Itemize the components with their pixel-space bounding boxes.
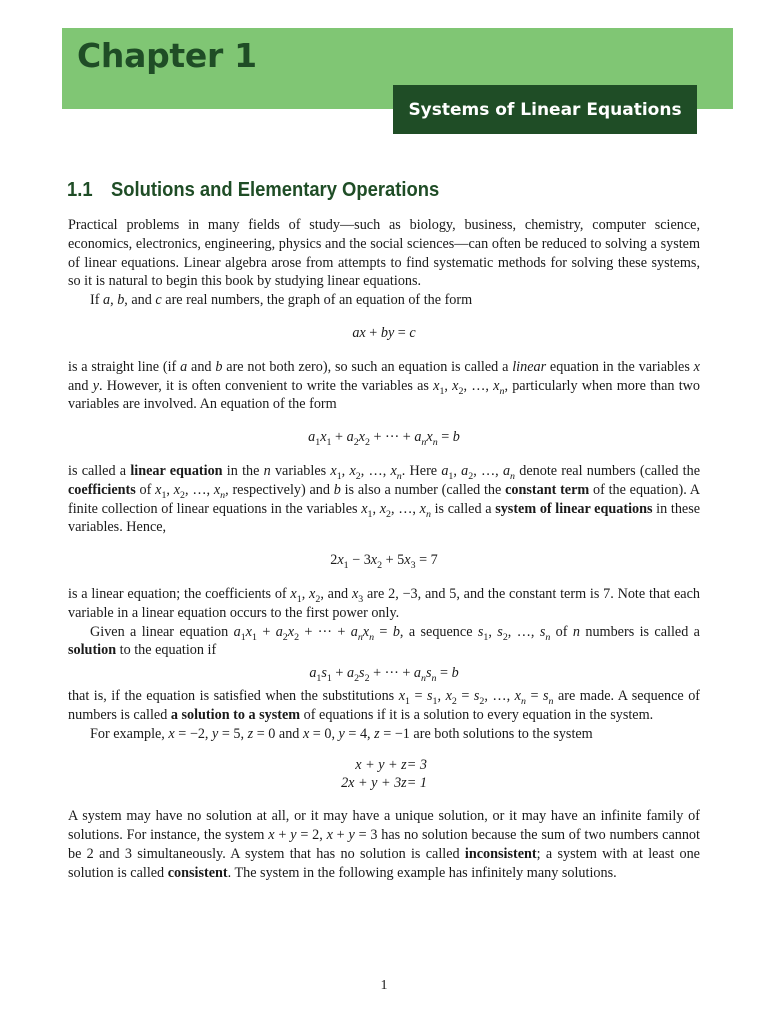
paragraph-6: Given a linear equation $a_1x_1 + a_2x_2$ + ··· + $a_nx_n = b$, a sequence $s_1$, $s_2$, …, $s_n$ of n numbers is called a solution to the equation if bbox=[68, 623, 700, 659]
paragraph-3: is a straight line (if a and b are not both zero), so such an equation is called a linear equation in the variables x and y. However, it is often convenient to write the variables as $x_1$, $x_2$, …, $x_n$, particularly when more than two variables are involved. An equation of the form bbox=[68, 358, 701, 413]
equation-example: $2x_1 - 3x_2 + 5x_3 = 7$ bbox=[330, 552, 438, 571]
paragraph-7: that is, if the equation is satisfied when the substitutions $x_1 = s_1$, $x_2 = s_2$, …, $x_n = s_n$ are made. A sequence of numbers is called a solution to a system of equations if it is a solution to every equation in the system. bbox=[68, 687, 701, 723]
paragraph-4: is called a linear equation in the n variables $x_1$, $x_2$, …, $x_n$. Here $a_1$, $a_2$, …, $a_n$ denote real numbers (called the coefficients of $x_1$, $x_2$, …, $x_n$, respectively) and b is also a number (called the constant term of the equation). A finite collection of linear equations in the variables $x_1$, $x_2$, …, $x_n$ is called a system of linear equations in these variables. Hence, bbox=[68, 462, 701, 536]
paragraph-1: Practical problems in many fields of study—such as biology, business, chemistry, computer science, economics, electronics, engineering, physics and the social sciences—can often be reduced to solving a system of linear equations. Linear algebra arose from attempts to find systematic methods for solving these systems, so it is natural to begin this book by studying linear equations. bbox=[68, 217, 700, 290]
body-text bbox=[68, 216, 700, 883]
equation-line-2d: ax + by = c bbox=[352, 324, 416, 341]
section-heading bbox=[67, 176, 439, 204]
paragraph-8: For example, x = −2, y = 5, z = 0 and x = 0, y = 4, z = −1 are both solutions to the system bbox=[90, 725, 593, 742]
equation-system bbox=[68, 756, 700, 792]
section-number: 1.1 bbox=[67, 179, 93, 201]
chapter-title: Chapter 1 bbox=[77, 36, 257, 75]
chapter-subtitle: Systems of Linear Equations bbox=[393, 85, 697, 134]
paragraph-9: A system may have no solution at all, or it may have a unique solution, or it may have an infinite family of solutions. For instance, the system x + y = 2, x + y = 3 has no solution because the sum of two numbers cannot be 2 and 3 simultaneously. A system that has no solution is called inconsistent; a system with at least one solution is called consistent. The system in the following example has infinitely many solutions. bbox=[68, 808, 700, 881]
system-row: x + y + z = 3 bbox=[355, 757, 427, 774]
system-row: 2x + y + 3z = 1 bbox=[341, 775, 427, 792]
page-number: 1 bbox=[380, 978, 388, 993]
equation-solution: $a_1s_1 + a_2s_2$ + ··· + $a_ns_n = b$ bbox=[309, 665, 459, 684]
paragraph-2: If a, b, and c are real numbers, the graph of an equation of the form bbox=[90, 292, 473, 309]
equation-general-linear: $a_1x_1 + a_2x_2$ + ··· + $a_nx_n = b$ bbox=[308, 429, 460, 448]
paragraph-5: is a linear equation; the coefficients of $x_1$, $x_2$, and $x_3$ are 2, −3, and 5, and the constant term is 7. Note that each variable in a linear equation occurs to the first power only. bbox=[68, 585, 700, 621]
section-title: Solutions and Elementary Operations bbox=[110, 179, 440, 201]
